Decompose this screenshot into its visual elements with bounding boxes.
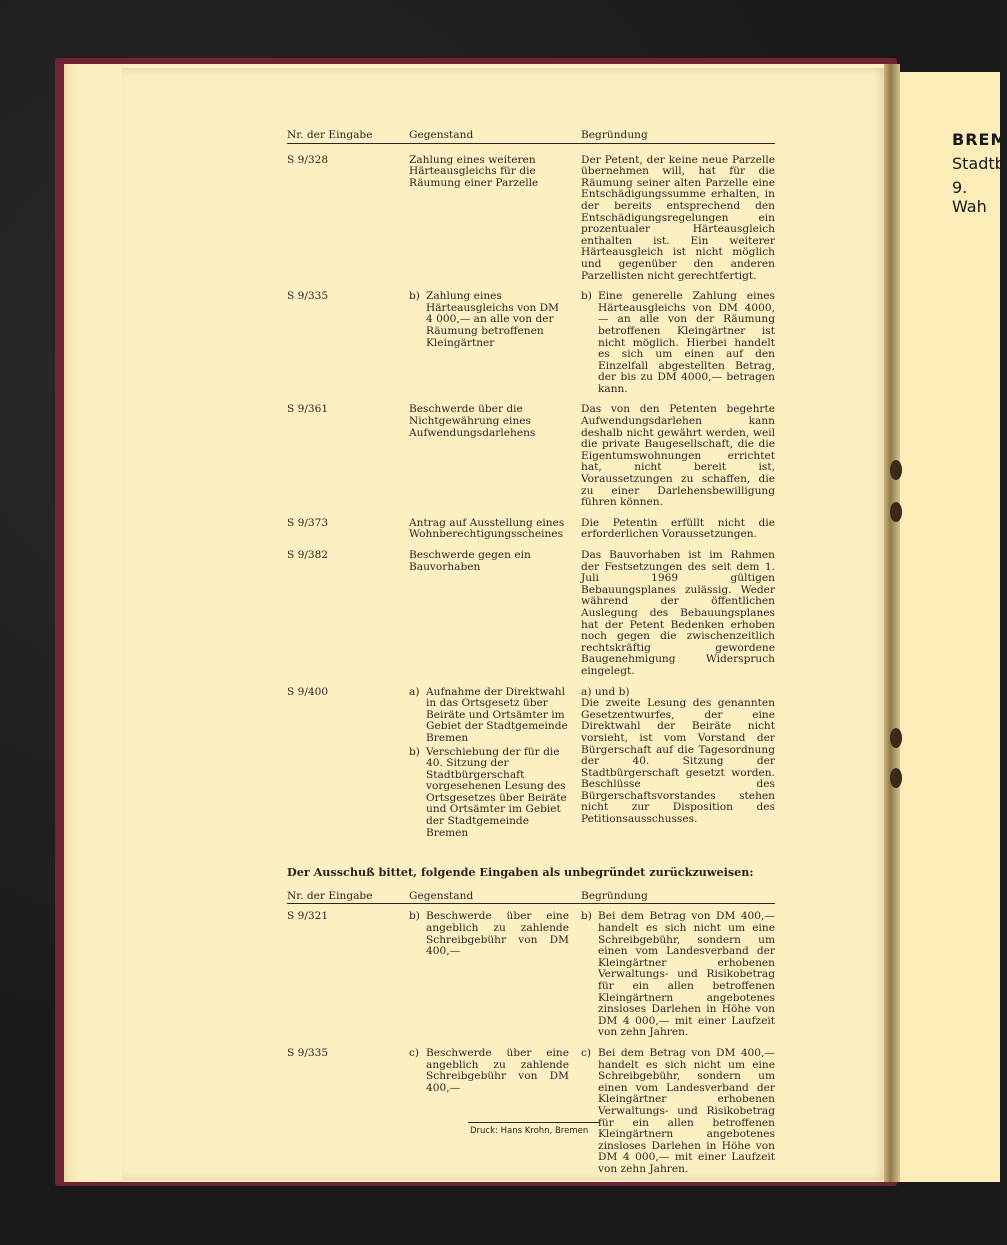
- entry-number: S 9/400: [287, 685, 329, 698]
- entry-reason: Bei dem Betrag von DM 400,— handelt es sich nicht um eine Schreibgebühr, sondern um einen vom Landesverband der Kleingärtner erhobenen Verwaltungs- und Risikobetrag für ein allen betroffenen Kleingärtnern angebotenes zinsloses Darlehen in Höhe von DM 4 000,— mit einer Laufzeit von zehn Jahren.: [598, 1046, 775, 1175]
- entry-subject: Zahlung eines Härteausgleichs von DM 4 000,— an alle von der Räumung betroffenen Kleingärtner: [426, 290, 560, 349]
- entry-reason: Eine generelle Zahlung eines Härteausgleichs von DM 4000,— an alle von der Räumung betroffenen Kleingärtner ist nicht möglich. Hierbei handelt es sich um einen auf den Einzelfall abgestellten Betrag, der bis zu DM 4000,— betragen kann.: [598, 290, 775, 395]
- entry-number: S 9/335: [287, 1046, 329, 1059]
- entry-subject: Beschwerde über eine angeblich zu zahlende Schreibgebühr von DM 400,—: [426, 1046, 569, 1094]
- table-row: [287, 404, 775, 508]
- section-title: Der Ausschuß bittet, folgende Eingaben als unbegründet zurückzuweisen:: [287, 865, 754, 880]
- header-reason: Begründung: [581, 889, 648, 902]
- header-nr: Nr. der Eingabe: [287, 889, 373, 902]
- table-row: [287, 155, 775, 283]
- entry-number: S 9/328: [287, 153, 329, 166]
- document-content: [287, 130, 775, 1176]
- entry-reason: Die Petentin erfüllt nicht die erforderlichen Voraussetzungen.: [581, 516, 775, 541]
- table-row: [287, 291, 775, 395]
- entry-reason: Die zweite Lesung des genannten Gesetzentwurfes, der eine Direktwahl der Beiräte nicht vorsieht, ist vom Vorstand der Bürgerschaft auf die Tagesordnung der 40. Sitzung der Stadtbürgerschaft gesetzt worden. Beschlüsse des Bürgerschaftsvorstandes stehen nicht zur Disposition des Petitionsausschusses.: [581, 697, 775, 826]
- entry-subject: Zahlung eines weiteren Härteausgleichs für die Räumung einer Parzelle: [409, 153, 539, 189]
- entry-number: S 9/321: [287, 910, 329, 923]
- book-gutter: [884, 64, 900, 1182]
- header-subject: Gegenstand: [409, 129, 474, 141]
- entry-number: S 9/335: [287, 290, 329, 303]
- facing-page-line-3: 9. Wah: [952, 178, 987, 216]
- binding-hole: [890, 460, 902, 480]
- entry-number: S 9/382: [287, 549, 329, 561]
- entry-subject: Beschwerde gegen ein Bauvorhaben: [409, 549, 531, 573]
- item-label: b): [581, 910, 592, 923]
- item-label: c): [581, 1046, 592, 1059]
- header-reason: Begründung: [581, 129, 648, 141]
- table-row: [287, 1048, 775, 1176]
- header-subject: Gegenstand: [409, 889, 474, 902]
- binding-hole: [890, 502, 902, 522]
- item-label: b): [581, 290, 592, 303]
- entry-reason: Bei dem Betrag von DM 400,— handelt es sich nicht um eine Schreibgebühr, sondern um einen vom Landesverband der Kleingärtner erhobenen Verwaltungs- und Risikobetrag für ein allen betroffenen Kleingärtnern angebotenes zinsloses Darlehen in Höhe von DM 4 000,— mit einer Laufzeit von zehn Jahren.: [598, 910, 775, 1039]
- reason-heading: a) und b): [581, 685, 630, 698]
- entry-number: S 9/373: [287, 516, 329, 529]
- item-label: b): [409, 290, 420, 303]
- entry-subject: Aufnahme der Direktwahl in das Ortsgesetz über Beiräte und Ortsämter im Gebiet der Stadtgemeinde Bremen: [426, 685, 568, 744]
- item-label: b): [409, 910, 420, 923]
- item-label: b): [409, 745, 420, 758]
- item-label: a): [409, 685, 420, 698]
- binding-hole: [890, 728, 902, 748]
- entry-subject: Verschiebung der für die 40. Sitzung der Stadtbürgerschaft vorgesehenen Lesung des Ortsgesetzes über Beiräte und Ortsämter im Gebiet der Stadtgemeinde Bremen: [426, 745, 567, 839]
- entry-number: S 9/361: [287, 403, 329, 416]
- table-row: [287, 687, 775, 840]
- facing-page-line-1: BREM: [952, 130, 1007, 149]
- table-row: [287, 911, 775, 1039]
- item-label: c): [409, 1046, 420, 1059]
- footer-rule: [468, 1122, 600, 1123]
- entry-subject: Antrag auf Ausstellung eines Wohnberechtigungsscheines: [409, 516, 565, 541]
- facing-page: [900, 72, 1007, 1182]
- table-header: [287, 130, 775, 144]
- table-row: [287, 550, 775, 678]
- facing-page-line-2: Stadtb: [952, 154, 1005, 173]
- binding-hole: [890, 768, 902, 788]
- table-header: [287, 891, 775, 905]
- entry-subject: Beschwerde über eine angeblich zu zahlende Schreibgebühr von DM 400,—: [426, 910, 569, 958]
- entry-reason: Das Bauvorhaben ist im Rahmen der Festsetzungen des seit dem 1. Juli 1969 gültigen Bebauungsplanes zulässig. Weder während der öffentlichen Auslegung des Bebauungsplanes hat der Petent Bedenken erhoben noch gegen die zwischenzeitlich rechtskräftig gewordene Baugenehmigung Widerspruch eingelegt.: [581, 549, 775, 677]
- entry-reason: Der Petent, der keine neue Parzelle übernehmen will, hat für die Räumung seiner alten Parzelle eine Entschädigungssumme erhalten, in der bereits entsprechend den Entschädigungsregelungen ein prozentualer Härteausgleich enthalten ist. Ein weiterer Härteausgleich ist nicht möglich und gegenüber den anderen Parzellisten nicht gerechtfertigt.: [581, 153, 775, 282]
- header-nr: Nr. der Eingabe: [287, 129, 373, 141]
- entry-reason: Das von den Petenten begehrte Aufwendungsdarlehen kann deshalb nicht gewährt werden, weil die private Baugesellschaft, die die Eigentumswohnungen errichtet hat, nicht bereit ist, Voraussetzungen zu schaffen, die zu einer Darlehensbewilligung führen können.: [581, 403, 775, 509]
- printer-imprint: Druck: Hans Krohn, Bremen: [470, 1126, 589, 1136]
- entry-subject: Beschwerde über die Nichtgewährung eines Aufwendungsdarlehens: [409, 403, 536, 439]
- table-row: [287, 518, 775, 541]
